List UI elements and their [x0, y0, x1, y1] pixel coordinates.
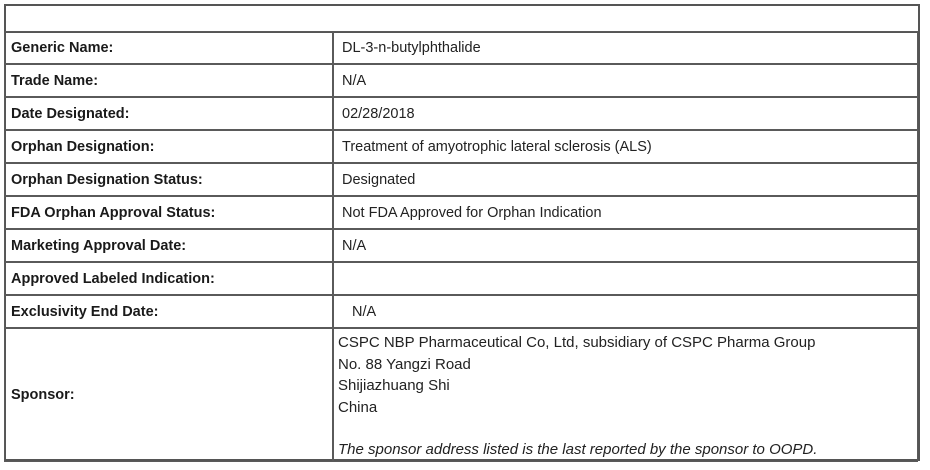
orphan-designation-status-label: Orphan Designation Status:	[4, 163, 333, 196]
sponsor-city: Shijiazhuang Shi	[338, 377, 450, 394]
row-date-designated	[4, 97, 918, 130]
orphan-designation-value: Treatment of amyotrophic lateral sclerosis (ALS)	[333, 130, 918, 163]
generic-name-value: DL-3-n-butylphthalide	[333, 31, 918, 64]
sponsor-name: CSPC NBP Pharmaceutical Co, Ltd, subsidiary of CSPC Pharma Group	[338, 334, 816, 351]
marketing-approval-date-label: Marketing Approval Date:	[4, 229, 333, 262]
trade-name-value: N/A	[333, 64, 918, 97]
row-fda-orphan-approval-status	[4, 196, 918, 229]
marketing-approval-date-value: N/A	[333, 229, 918, 262]
sponsor-spacer	[338, 418, 917, 439]
sponsor-country: China	[338, 398, 378, 416]
row-marketing-approval-date	[4, 229, 918, 262]
generic-name-label: Generic Name:	[4, 31, 333, 64]
sponsor-value	[333, 328, 918, 462]
row-approved-labeled-indication	[4, 262, 918, 295]
sponsor-address-line1: No. 88 Yangzi Road	[338, 355, 471, 373]
trade-name-label: Trade Name:	[4, 64, 333, 97]
date-designated-label: Date Designated:	[4, 97, 333, 130]
approved-labeled-indication-value	[333, 262, 918, 295]
row-orphan-designation	[4, 130, 918, 163]
fda-orphan-approval-status-label: FDA Orphan Approval Status:	[4, 196, 333, 229]
date-designated-value: 02/28/2018	[333, 97, 918, 130]
panel-header-bar	[6, 6, 918, 33]
row-trade-name	[4, 64, 918, 97]
sponsor-label: Sponsor:	[4, 328, 333, 462]
orphan-designation-status-value: Designated	[333, 163, 918, 196]
row-generic-name	[4, 31, 918, 64]
orphan-designation-label: Orphan Designation:	[4, 130, 333, 163]
exclusivity-end-date-label: Exclusivity End Date:	[4, 295, 333, 328]
row-sponsor	[4, 328, 918, 462]
sponsor-address-note: The sponsor address listed is the last reported by the sponsor to OOPD.	[338, 441, 818, 458]
fda-orphan-approval-status-value: Not FDA Approved for Orphan Indication	[333, 196, 918, 229]
designation-details-table	[4, 31, 918, 462]
approved-labeled-indication-label: Approved Labeled Indication:	[4, 262, 333, 295]
exclusivity-end-date-value: N/A	[333, 295, 918, 328]
row-exclusivity-end-date	[4, 295, 918, 328]
row-orphan-designation-status	[4, 163, 918, 196]
